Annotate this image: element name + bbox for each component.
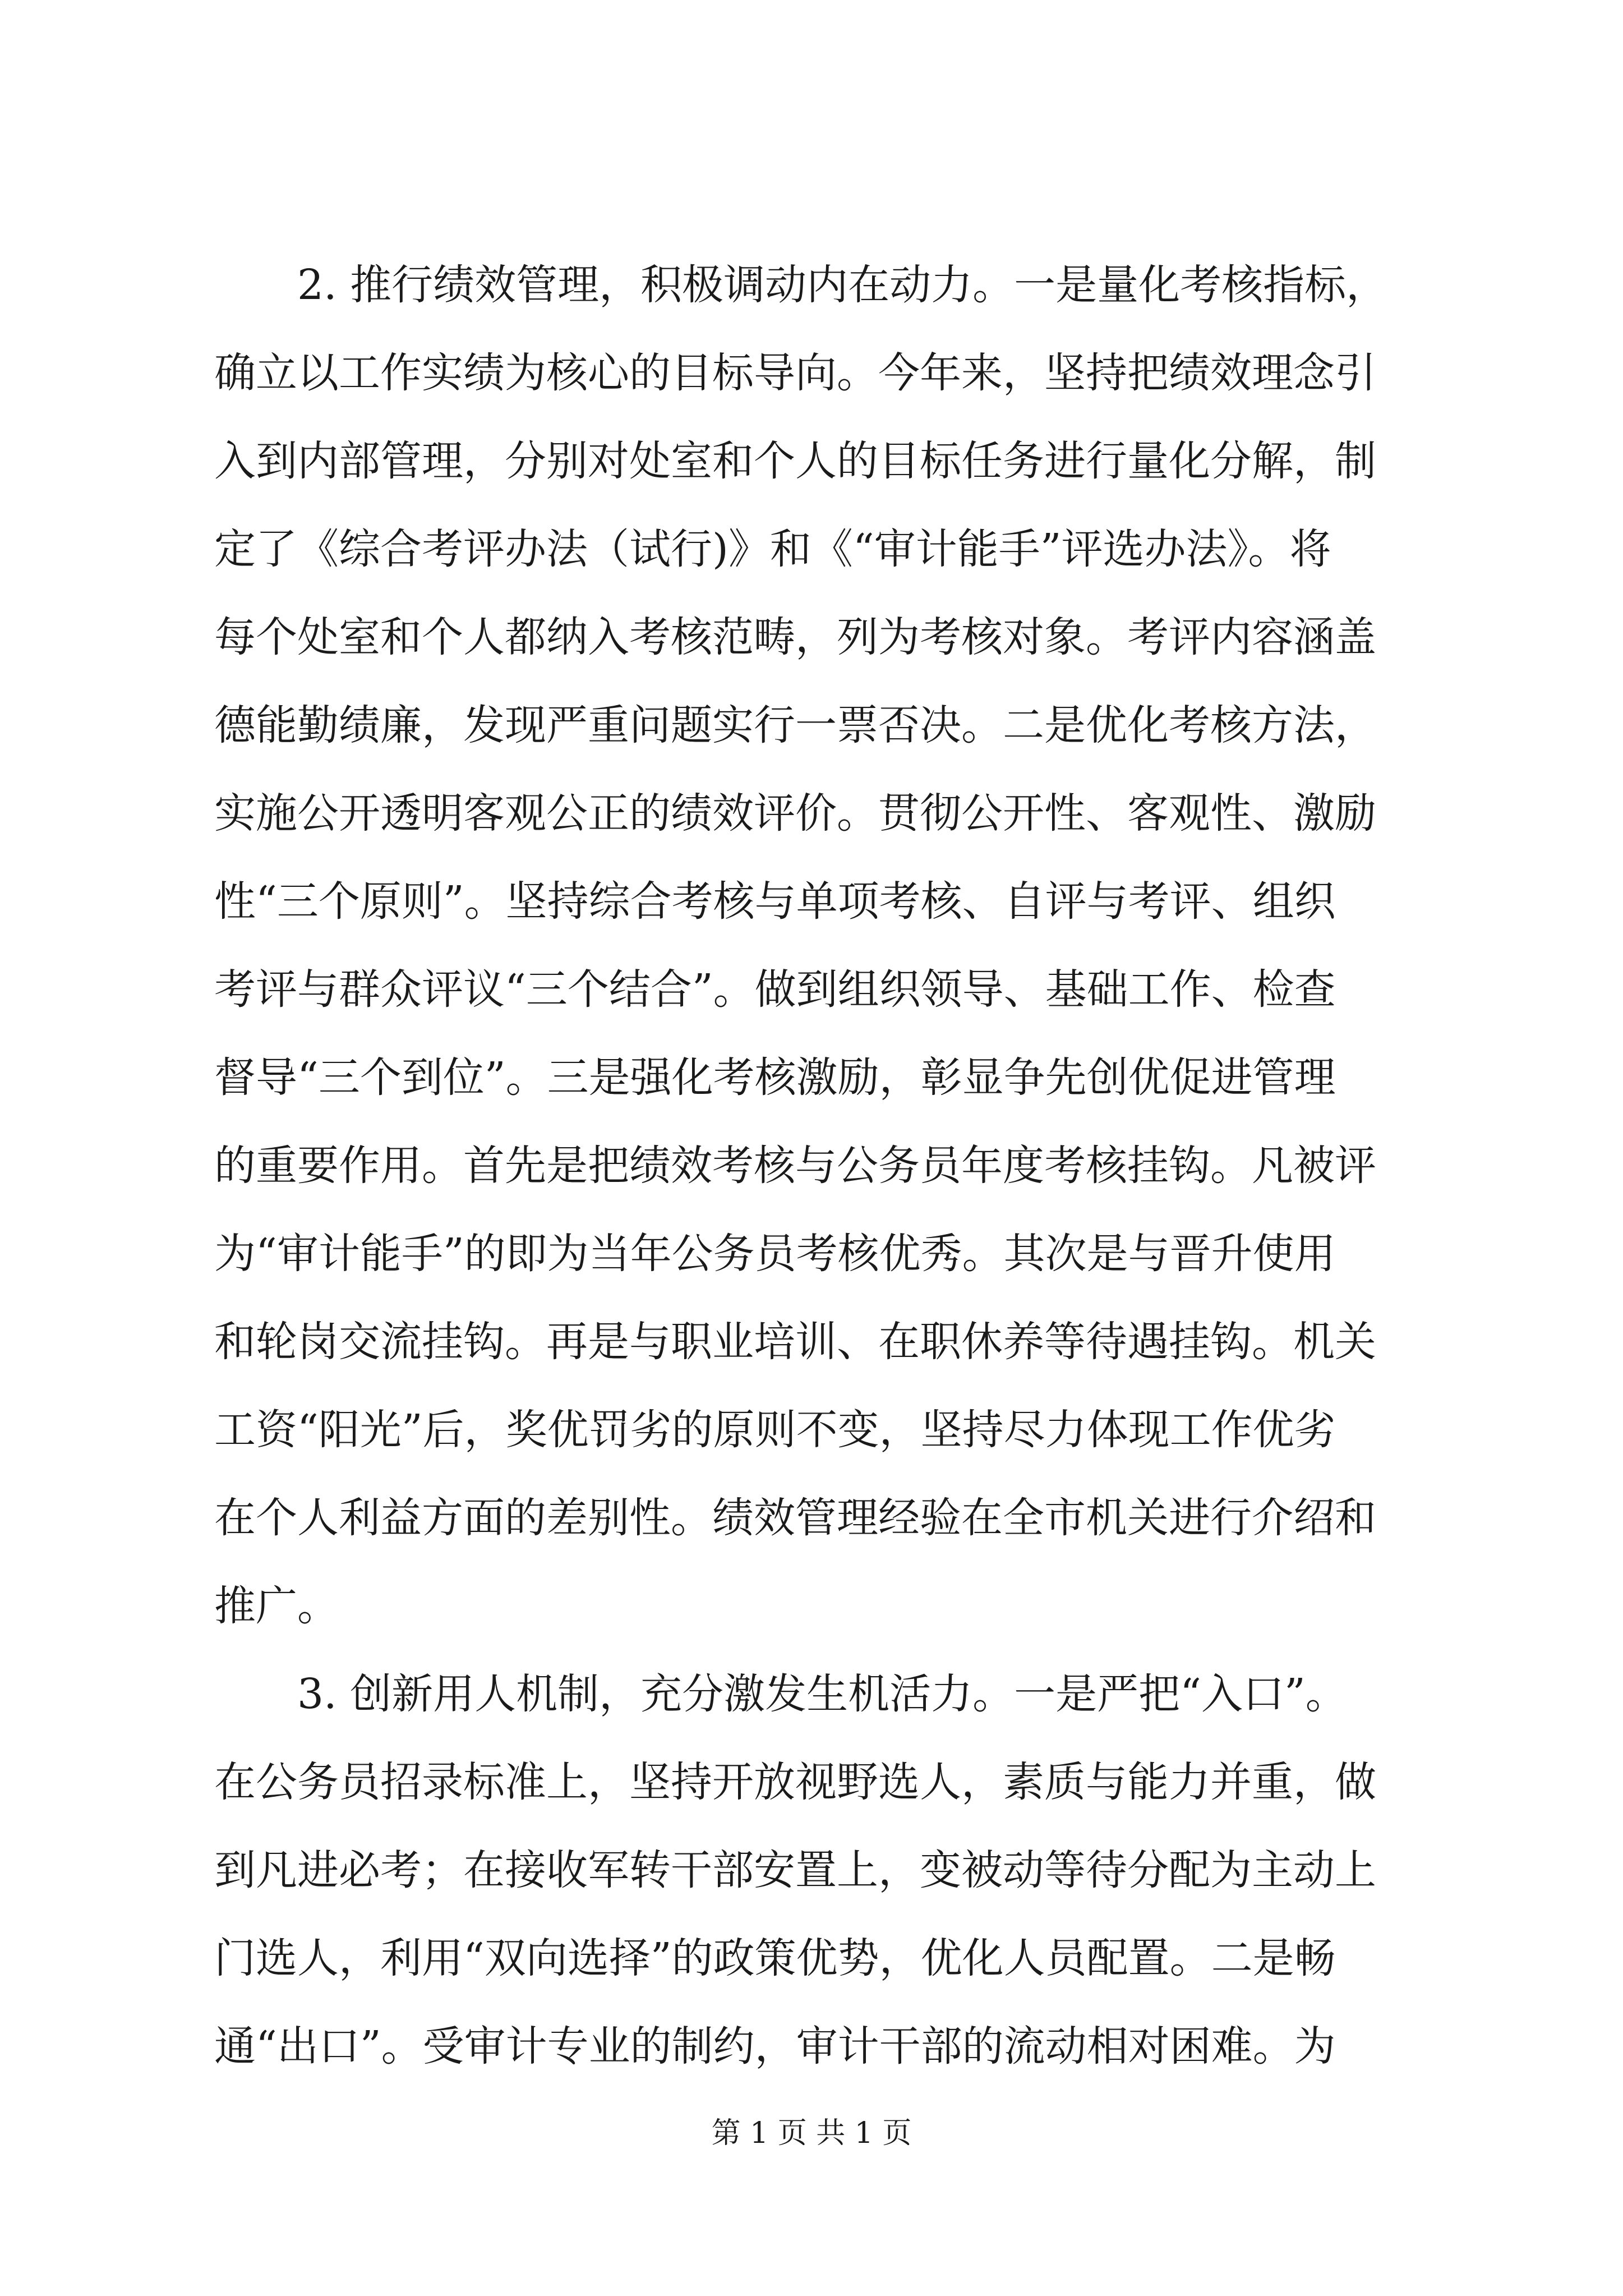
text-line: 性“三个原则”。坚持综合考核与单项考核、自评与考评、组织 — [214, 877, 1336, 926]
text-line: 通“出口”。受审计专业的制约，审计干部的流动相对困难。为 — [214, 2022, 1336, 2070]
text-line: 每个处室和个人都纳入考核范畴，列为考核对象。考评内容涵盖 — [214, 613, 1376, 661]
text-line: 到凡进必考；在接收军转干部安置上，变被动等待分配为主动上 — [214, 1846, 1376, 1894]
text-line: 督导“三个到位”。三是强化考核激励，彰显争先创优促进管理 — [214, 1053, 1336, 1102]
text-line: 在公务员招录标准上，坚持开放视野选人，素质与能力并重，做 — [214, 1758, 1376, 1806]
text-line: 考评与群众评议“三个结合”。做到组织领导、基础工作、检查 — [214, 965, 1336, 1014]
text-line: 门选人，利用“双向选择”的政策优势，优化人员配置。二是畅 — [214, 1934, 1336, 1982]
text-line: 和轮岗交流挂钩。再是与职业培训、在职休养等待遇挂钩。机关 — [214, 1318, 1376, 1366]
text-line: 3. 创新用人机制，充分激发生机活力。一是严把“入口”。 — [214, 1670, 1347, 1718]
body-text — [214, 241, 1431, 2091]
text-line: 在个人利益方面的差别性。绩效管理经验在全市机关进行介绍和 — [214, 1494, 1376, 1542]
text-line: 实施公开透明客观公正的绩效评价。贯彻公开性、客观性、激励 — [214, 789, 1376, 838]
text-line: 工资“阳光”后，奖优罚劣的原则不变，坚持尽力体现工作优劣 — [214, 1406, 1336, 1454]
page-number-label: 第 1 页 共 1 页 — [711, 2116, 912, 2150]
page-footer — [0, 2111, 1623, 2156]
text-line: 推广。 — [214, 1582, 339, 1630]
text-line: 德能勤绩廉，发现严重问题实行一票否决。二是优化考核方法， — [214, 701, 1376, 749]
text-line: 2. 推行绩效管理，积极调动内在动力。一是量化考核指标， — [214, 261, 1388, 309]
text-line: 确立以工作实绩为核心的目标导向。今年来，坚持把绩效理念引 — [214, 349, 1376, 397]
text-line: 的重要作用。首先是把绩效考核与公务员年度考核挂钩。凡被评 — [214, 1142, 1376, 1190]
text-line: 入到内部管理，分别对处室和个人的目标任务进行量化分解，制 — [214, 437, 1376, 485]
text-line: 定了《综合考评办法（试行)》和《“审计能手”评选办法》。将 — [214, 525, 1331, 573]
text-line: 为“审计能手”的即为当年公务员考核优秀。其次是与晋升使用 — [214, 1230, 1336, 1278]
